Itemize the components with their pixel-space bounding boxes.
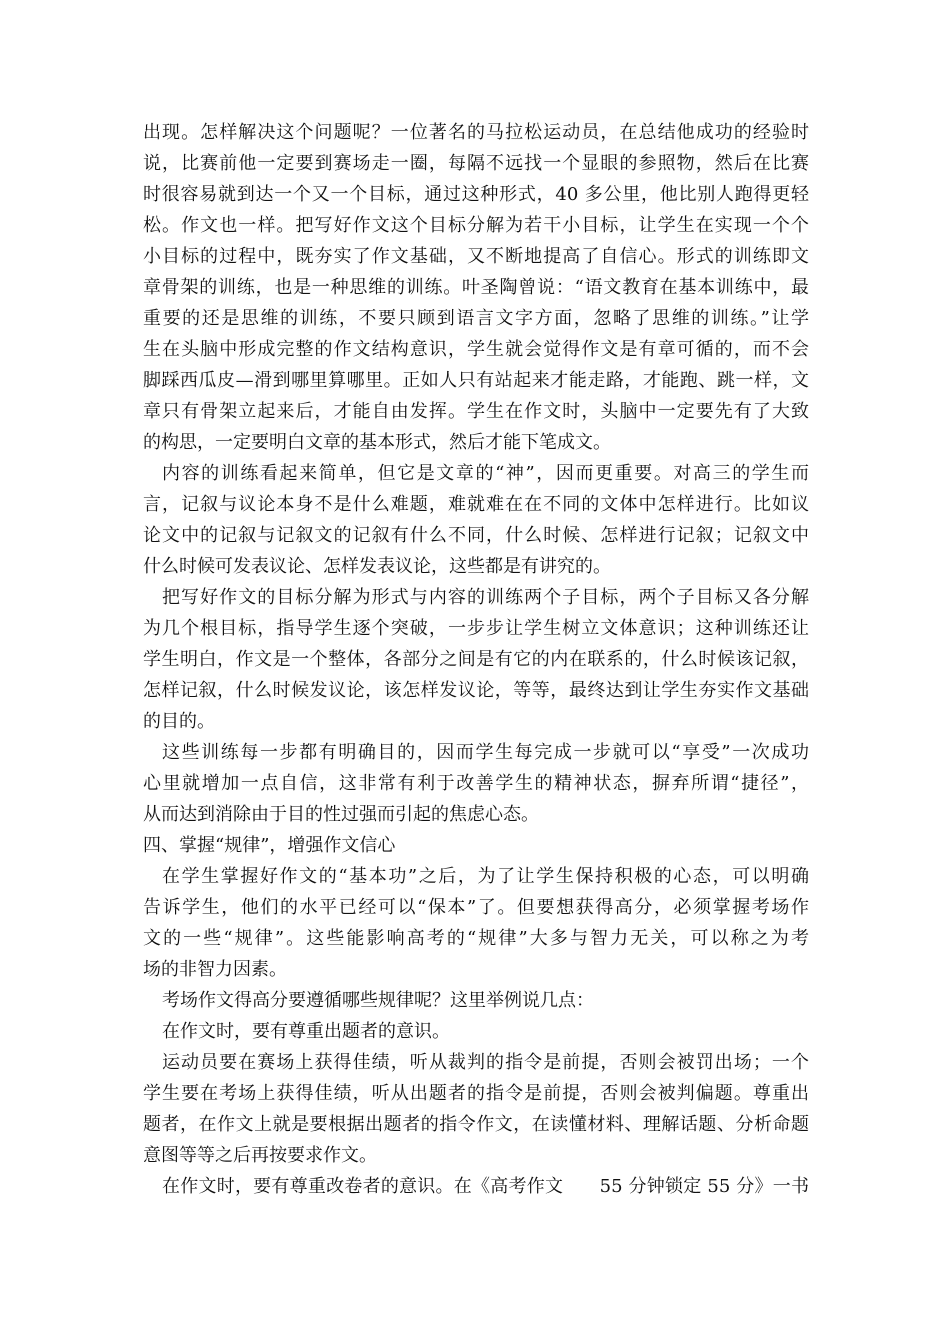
text-line: 怎样记叙，什么时候发议论，该怎样发议论，等等，最终达到让学生夯实作文基础: [143, 680, 809, 701]
text-line: 时很容易就到达一个又一个目标，通过这种形式，40 多公里，他比别人跑得更轻: [143, 184, 809, 205]
text-line: 在作文时，要有尊重出题者的意识。: [162, 1021, 450, 1042]
text-line: 重要的还是思维的训练，不要只顾到语言文字方面，忽略了思维的训练。”让学: [143, 308, 809, 329]
text-line: 小目标的过程中，既夯实了作文基础，又不断地提高了自信心。形式的训练即文: [143, 246, 809, 267]
text-line: 松。作文也一样。把写好作文这个目标分解为若干小目标，让学生在实现一个个: [143, 215, 809, 236]
text-line: 场的非智力因素。: [143, 959, 287, 980]
text-line: 题者，在作文上就是要根据出题者的指令作文，在读懂材料、理解话题、分析命题: [143, 1114, 809, 1135]
text-line: 言，记叙与议论本身不是什么难题，难就难在在不同的文体中怎样进行。比如议: [143, 494, 809, 515]
text-line: 论文中的记叙与记叙文的记叙有什么不同，什么时候、怎样进行记叙；记叙文中: [143, 525, 809, 546]
text-line: 生在头脑中形成完整的作文结构意识，学生就会觉得作文是有章可循的，而不会: [143, 339, 809, 360]
text-line: 什么时候可发表议论、怎样发表议论，这些都是有讲究的。: [143, 556, 611, 577]
text-line: 的目的。: [143, 711, 215, 732]
text-line: 为几个根目标，指导学生逐个突破，一步步让学生树立文体意识；这种训练还让: [143, 618, 809, 639]
body-text: [143, 117, 809, 1202]
text-line: 运动员要在赛场上获得佳绩，听从裁判的指令是前提，否则会被罚出场；一个: [162, 1052, 809, 1073]
text-line: 把写好作文的目标分解为形式与内容的训练两个子目标，两个子目标又各分解: [162, 587, 809, 608]
text-line: 脚踩西瓜皮—滑到哪里算哪里。正如人只有站起来才能走路，才能跑、跳一样，文: [143, 370, 809, 391]
text-line: 告诉学生，他们的水平已经可以“保本”了。但要想获得高分，必须掌握考场作: [143, 897, 809, 918]
text-line: 在作文时，要有尊重改卷者的意识。在《高考作文 55 分钟锁定 55 分》一书: [162, 1176, 809, 1197]
text-line: 考场作文得高分要遵循哪些规律呢？这里举例说几点：: [162, 990, 594, 1011]
text-line: 章只有骨架立起来后，才能自由发挥。学生在作文时，头脑中一定要先有了大致: [143, 401, 809, 422]
text-line: 学生明白，作文是一个整体，各部分之间是有它的内在联系的，什么时候该记叙，: [143, 649, 809, 670]
text-line: 这些训练每一步都有明确目的，因而学生每完成一步就可以“享受”一次成功: [162, 742, 809, 763]
text-line: 从而达到消除由于目的性过强而引起的焦虑心态。: [143, 804, 539, 825]
text-line: 说，比赛前他一定要到赛场走一圈，每隔不远找一个显眼的参照物，然后在比赛: [143, 153, 809, 174]
text-line: 意图等等之后再按要求作文。: [143, 1145, 377, 1166]
text-line: 章骨架的训练，也是一种思维的训练。叶圣陶曾说：“语文教育在基本训练中，最: [143, 277, 809, 298]
text-line: 出现。怎样解决这个问题呢？一位著名的马拉松运动员，在总结他成功的经验时: [143, 122, 809, 143]
text-line: 的构思，一定要明白文章的基本形式，然后才能下笔成文。: [143, 432, 611, 453]
text-line: 文的一些“规律”。这些能影响高考的“规律”大多与智力无关，可以称之为考: [143, 928, 809, 949]
text-line: 学生要在考场上获得佳绩，听从出题者的指令是前提，否则会被判偏题。尊重出: [143, 1083, 809, 1104]
text-line: 内容的训练看起来简单，但它是文章的“神”，因而更重要。对高三的学生而: [162, 463, 809, 484]
text-line: 在学生掌握好作文的“基本功”之后，为了让学生保持积极的心态，可以明确: [162, 866, 809, 887]
text-line: 四、掌握“规律”，增强作文信心: [143, 835, 396, 856]
text-line: 心里就增加一点自信，这非常有利于改善学生的精神状态，摒弃所谓“捷径”，: [143, 773, 809, 794]
